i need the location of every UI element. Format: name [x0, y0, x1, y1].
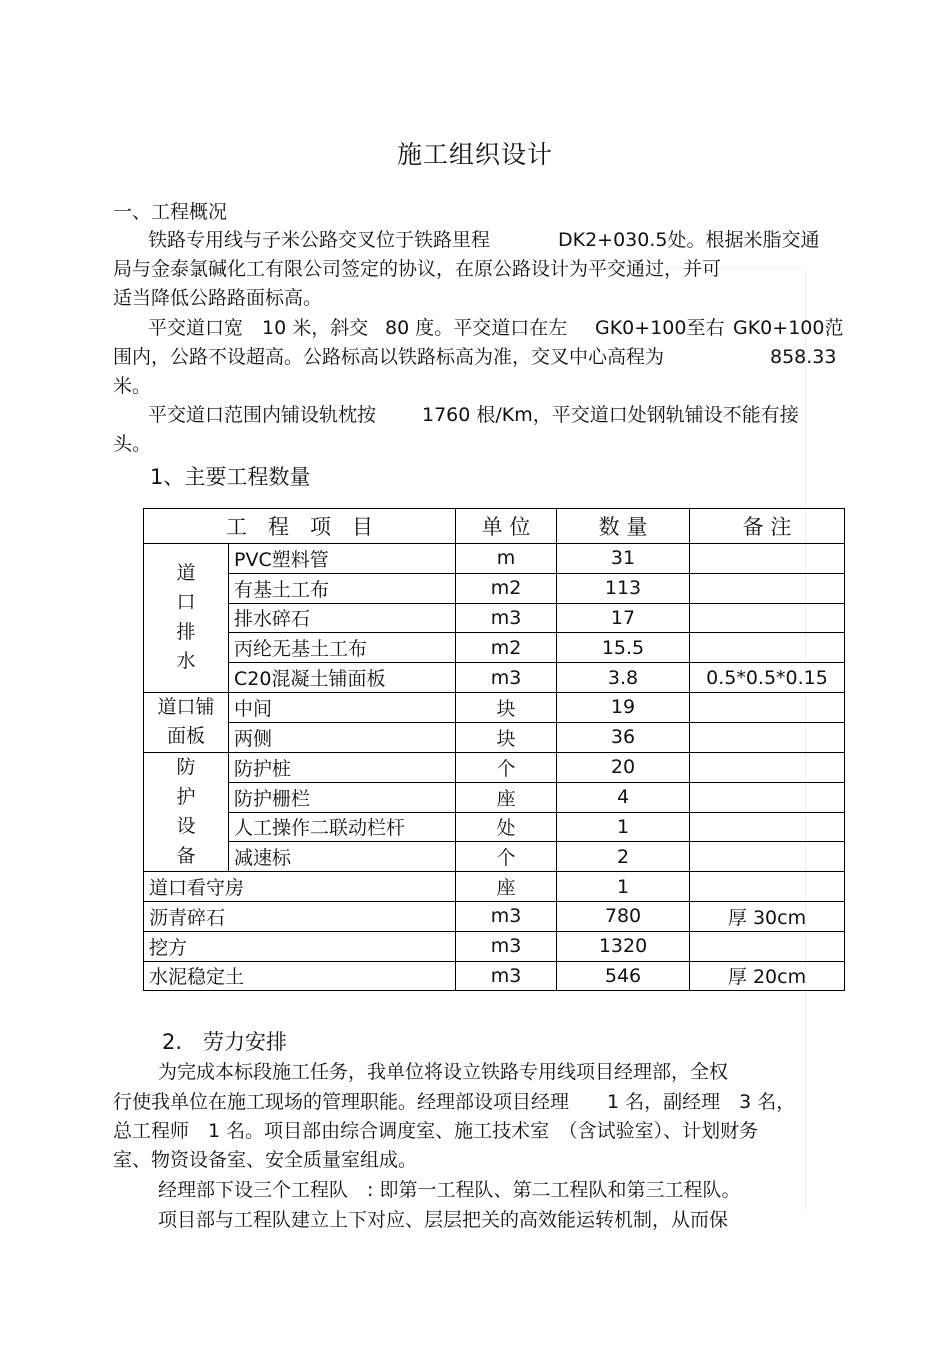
paragraph-text: 为完成本标段施工任务，我单位将设立铁路专用线项目经理部，全权 [158, 1061, 729, 1083]
table-row [144, 872, 845, 902]
cell-note [690, 573, 845, 603]
cell-qty: 546 [557, 961, 690, 991]
cell-note: 0.5*0.5*0.15 [690, 663, 845, 693]
cell-item: 中间 [229, 692, 456, 722]
cell-item: 水泥稳定土 [144, 961, 456, 991]
cell-unit: 个 [456, 752, 557, 782]
cell-qty: 20 [557, 752, 690, 782]
cell-note [690, 722, 845, 752]
table-row [144, 722, 845, 752]
cell-unit: m2 [456, 633, 557, 663]
paragraph-text: 项目部与工程队建立上下对应、层层把关的高效能运转机制，从而保 [158, 1209, 729, 1231]
cell-item: 两侧 [229, 722, 456, 752]
cell-unit: 处 [456, 812, 557, 842]
paragraph-text: 总工程师 1 名。项目部由综合调度室、施工技术室 （含试验室）、计划财务 [113, 1120, 759, 1142]
cell-item: 有基土工布 [229, 573, 456, 603]
cell-item: 挖方 [144, 931, 456, 961]
table-row [144, 752, 845, 782]
cell-qty: 17 [557, 603, 690, 633]
page-title: 施工组织设计 [396, 140, 553, 169]
cell-item: 防护桩 [229, 752, 456, 782]
table-row [144, 663, 845, 693]
col-header-item: 工 程 项 目 [144, 509, 456, 544]
table-row [144, 544, 845, 574]
cell-unit: m3 [456, 961, 557, 991]
cell-qty: 3.8 [557, 663, 690, 693]
cell-unit: m3 [456, 603, 557, 633]
table-row [144, 603, 845, 633]
table-row [144, 633, 845, 663]
paragraph-text: 858.33 [770, 346, 837, 368]
cell-note [690, 692, 845, 722]
cell-qty: 2 [557, 842, 690, 872]
paragraph-text: GK0+100范 [733, 317, 844, 339]
cell-item: 防护栅栏 [229, 782, 456, 812]
cell-unit: m3 [456, 901, 557, 931]
table-header-row [144, 509, 845, 544]
group-label-protection: 防 护 设 备 [144, 752, 229, 871]
cell-qty: 113 [557, 573, 690, 603]
paragraph-text: 适当降低公路路面标高。 [113, 287, 323, 309]
cell-note [690, 931, 845, 961]
cell-unit: m3 [456, 663, 557, 693]
table-row [144, 573, 845, 603]
cell-note [690, 633, 845, 663]
cell-unit: 座 [456, 782, 557, 812]
table-row [144, 931, 845, 961]
cell-note [690, 782, 845, 812]
paragraph-text: 米。 [113, 375, 152, 397]
table-row [144, 842, 845, 872]
table-row [144, 901, 845, 931]
group-label-drainage: 道 口 排 水 [144, 544, 229, 693]
cell-qty: 780 [557, 901, 690, 931]
table-row [144, 782, 845, 812]
paragraph-text: 围内，公路不设超高。公路标高以铁路标高为准，交叉中心高程为 [113, 346, 665, 368]
cell-qty: 1 [557, 812, 690, 842]
quantity-table [143, 508, 845, 991]
paragraph-text: DK2+030.5处。根据米脂交通 [558, 229, 820, 251]
cell-item: 排水碎石 [229, 603, 456, 633]
cell-qty: 1 [557, 872, 690, 902]
cell-note: 厚 20cm [690, 961, 845, 991]
cell-note [690, 842, 845, 872]
subsection-heading: 2. 劳力安排 [162, 1030, 288, 1054]
cell-qty: 15.5 [557, 633, 690, 663]
paragraph-text: 1760 根/Km，平交道口处钢轨铺设不能有接 [422, 404, 799, 426]
col-header-unit: 单 位 [456, 509, 557, 544]
cell-note [690, 812, 845, 842]
cell-unit: 块 [456, 692, 557, 722]
cell-qty: 19 [557, 692, 690, 722]
paragraph-text: 局与金泰氯碱化工有限公司签定的协议，在原公路设计为平交通过，并可 [113, 258, 722, 280]
cell-qty: 31 [557, 544, 690, 574]
cell-item: C20混凝土铺面板 [229, 663, 456, 693]
cell-item: 减速标 [229, 842, 456, 872]
cell-unit: 座 [456, 872, 557, 902]
cell-item: 丙纶无基土工布 [229, 633, 456, 663]
cell-unit: 块 [456, 722, 557, 752]
paragraph-text: 10 米，斜交 [262, 317, 369, 339]
group-label-paving: 道口铺 面板 [144, 692, 229, 752]
col-header-qty: 数 量 [557, 509, 690, 544]
paragraph-text: 平交道口宽 [148, 317, 244, 339]
cell-item: 人工操作二联动栏杆 [229, 812, 456, 842]
cell-note [690, 603, 845, 633]
paragraph-text: 铁路专用线与子米公路交叉位于铁路里程 [148, 229, 491, 251]
cell-note [690, 544, 845, 574]
table-row [144, 961, 845, 991]
cell-note [690, 752, 845, 782]
cell-unit: m [456, 544, 557, 574]
cell-unit: 个 [456, 842, 557, 872]
paragraph-text: 室、物资设备室、安全质量室组成。 [113, 1149, 418, 1171]
cell-qty: 4 [557, 782, 690, 812]
cell-qty: 36 [557, 722, 690, 752]
section-heading: 一、工程概况 [113, 201, 228, 223]
cell-item: 道口看守房 [144, 872, 456, 902]
cell-note [690, 872, 845, 902]
paragraph-text: 行使我单位在施工现场的管理职能。经理部设项目经理 1 名，副经理 3 名， [113, 1091, 796, 1113]
paragraph-text: 平交道口范围内铺设轨枕按 [148, 404, 377, 426]
cell-item: PVC塑料管 [229, 544, 456, 574]
col-header-note: 备 注 [690, 509, 845, 544]
cell-item: 沥青碎石 [144, 901, 456, 931]
cell-unit: m3 [456, 931, 557, 961]
table-row [144, 812, 845, 842]
paragraph-text: 头。 [113, 433, 152, 455]
paragraph-text: 经理部下设三个工程队 : 即第一工程队、第二工程队和第三工程队。 [158, 1179, 741, 1201]
cell-unit: m2 [456, 573, 557, 603]
cell-note: 厚 30cm [690, 901, 845, 931]
cell-qty: 1320 [557, 931, 690, 961]
subsection-heading: 1、主要工程数量 [150, 465, 311, 489]
paragraph-text: 80 度。平交道口在左 [385, 317, 568, 339]
table-row [144, 692, 845, 722]
paragraph-text: GK0+100至右 [595, 317, 725, 339]
